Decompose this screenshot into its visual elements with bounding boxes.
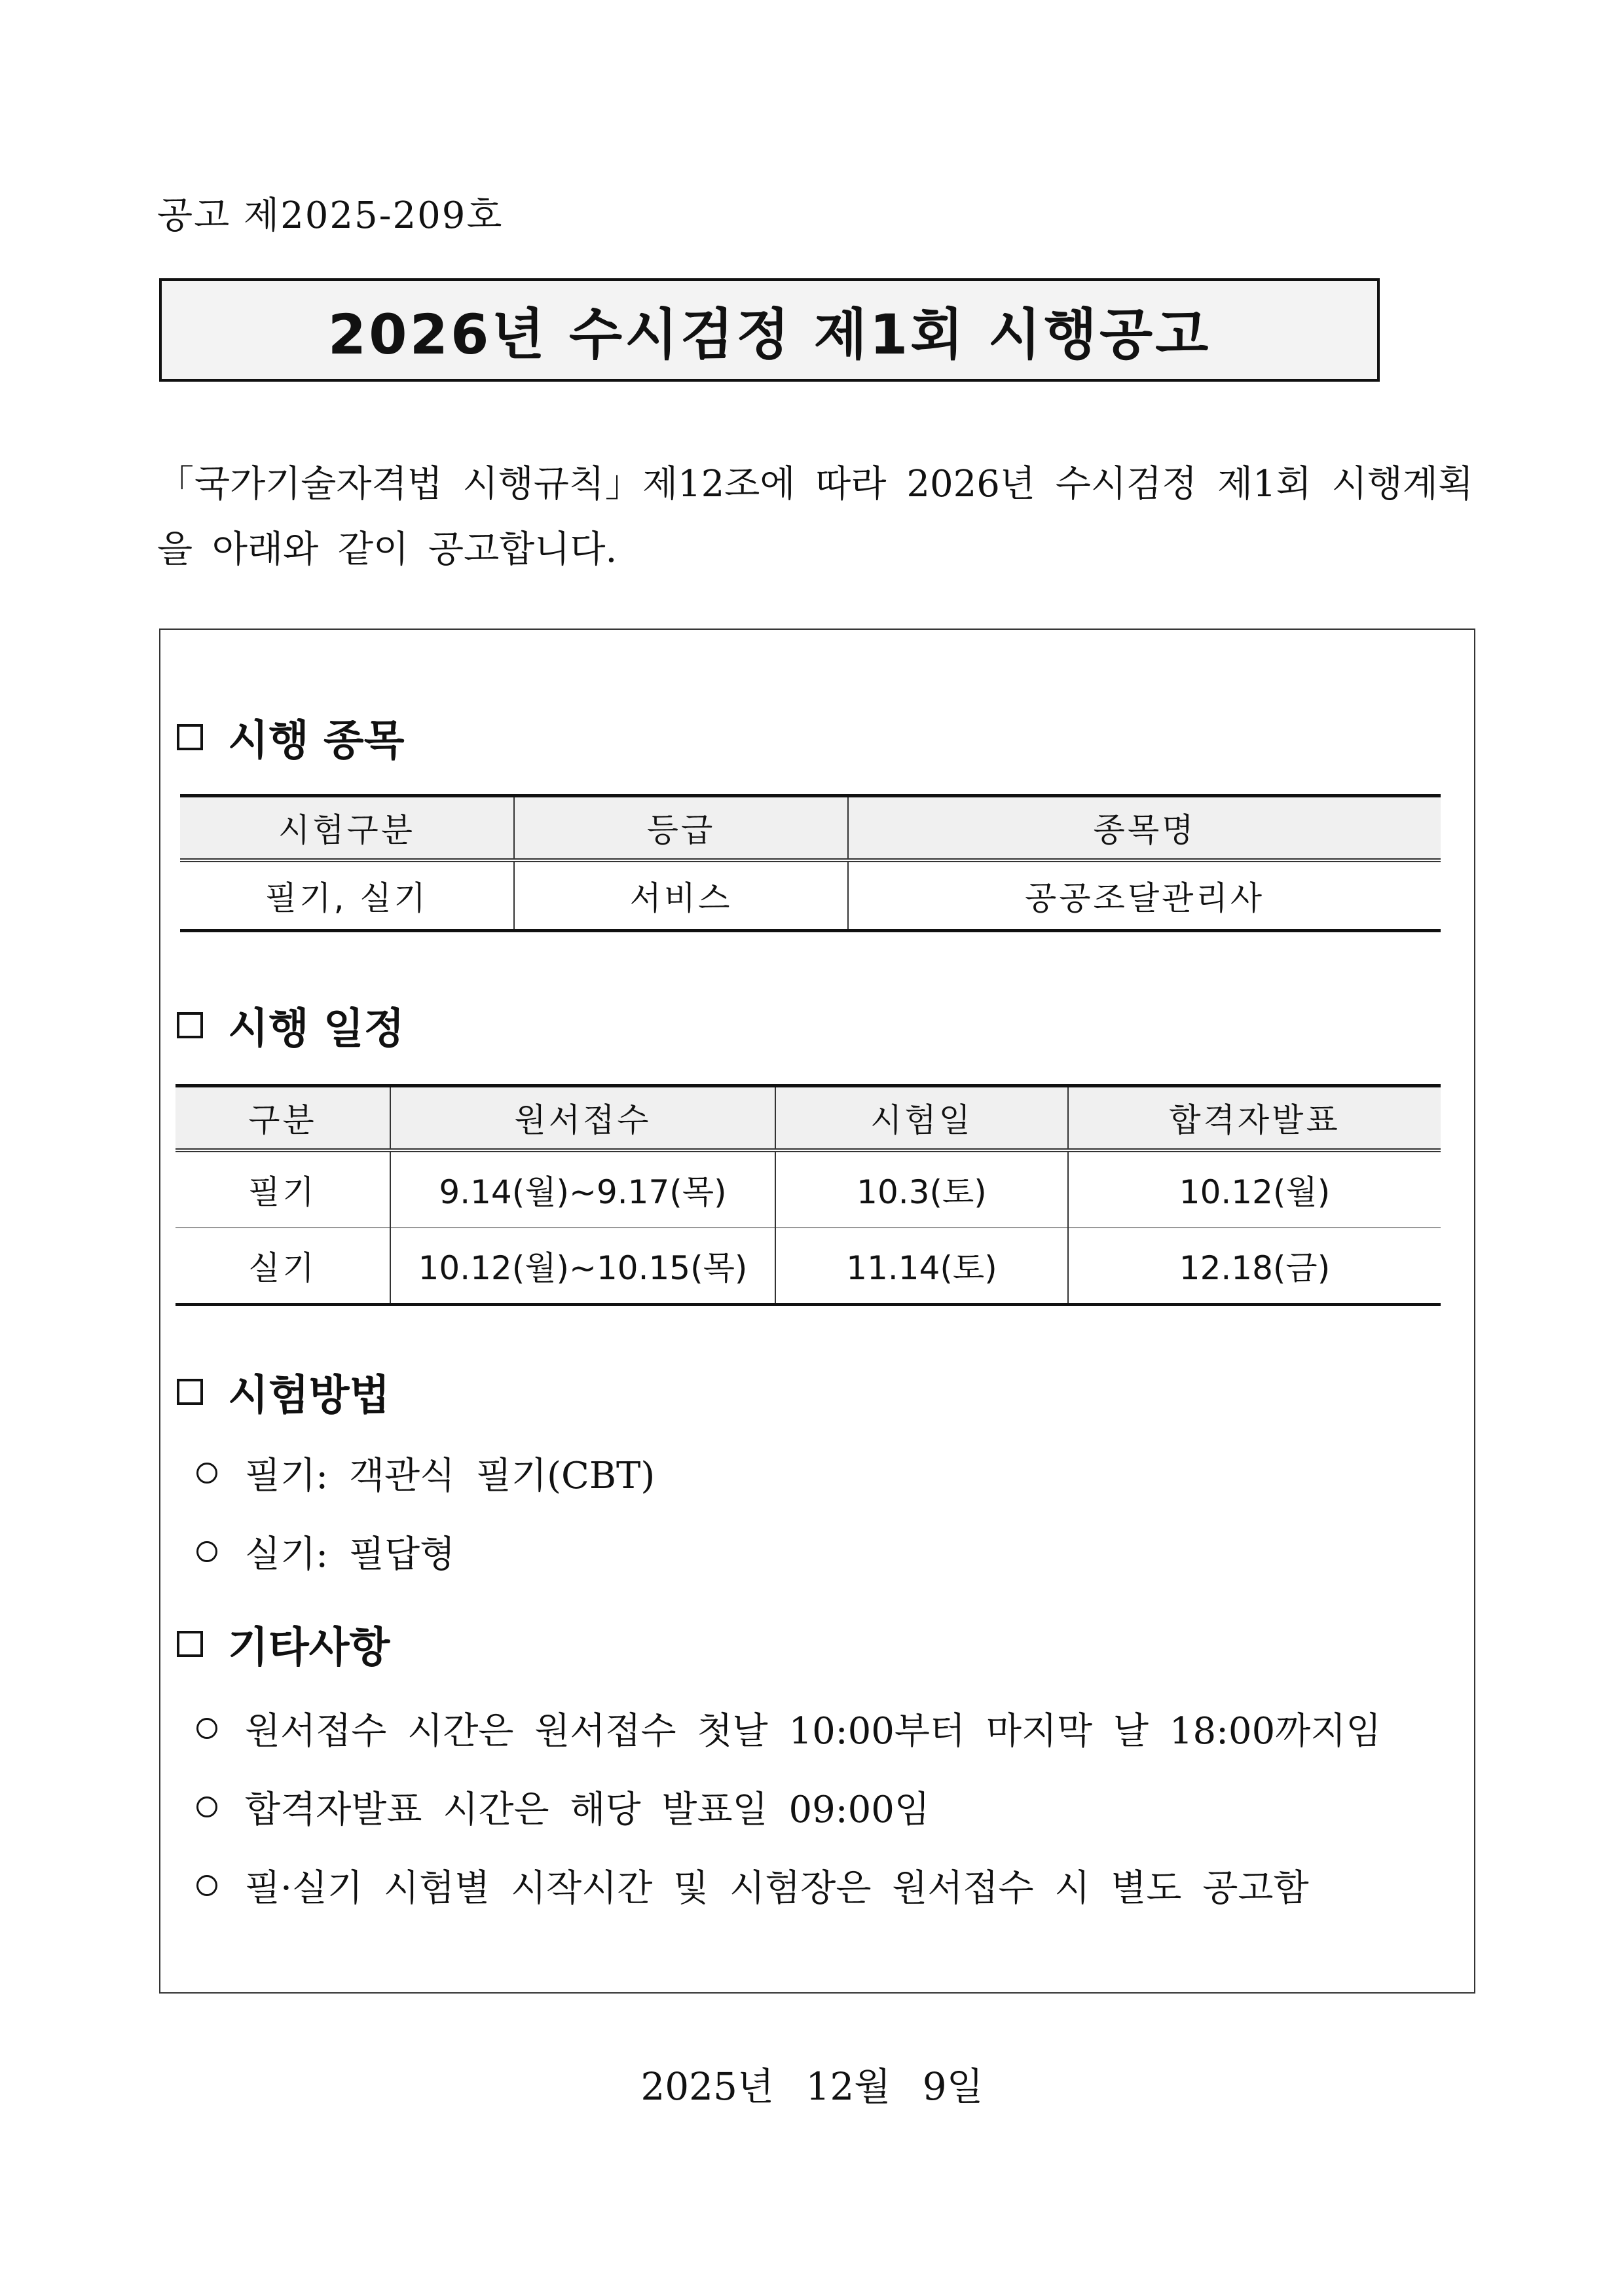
table-header: 시험구분 — [180, 796, 514, 860]
section-heading-items — [177, 707, 405, 767]
table-cell: 실기 — [175, 1228, 390, 1305]
section-heading-schedule — [177, 995, 405, 1055]
list-item-text: 필·실기 시험별 시작시간 및 시험장은 원서접수 시 별도 공고함 — [245, 1867, 1309, 1910]
list-item-text: 원서접수 시간은 원서접수 첫날 10:00부터 마지막 날 18:00까지임 — [245, 1710, 1382, 1753]
etc-list — [196, 1689, 1441, 1925]
square-bullet-icon — [177, 1012, 203, 1038]
table-cell: 필기 — [248, 1173, 317, 1211]
circle-bullet-icon — [196, 1718, 217, 1739]
table-header: 구분 — [175, 1086, 390, 1150]
intro-paragraph: 「국가기술자격법 시행규칙」제12조에 따라 2026년 수시검정 제1회 시행계획을 아래와 같이 공고합니다. — [157, 463, 1473, 571]
circle-bullet-icon — [196, 1463, 217, 1484]
table-cell: 공공조달관리사 — [848, 860, 1441, 931]
table-cell: 10.12(월)~10.15(목) — [390, 1228, 775, 1305]
circle-bullet-icon — [196, 1541, 217, 1562]
table-row — [175, 1150, 1441, 1228]
circle-bullet-icon — [196, 1796, 217, 1817]
title-box — [159, 278, 1380, 382]
table-row — [180, 860, 1441, 931]
list-item-text: 실기: 필답형 — [245, 1533, 456, 1576]
section-heading-label: 시행 종목 — [228, 717, 405, 765]
announcement-date: 2025년 12월 9일 — [640, 2064, 984, 2109]
section-heading-method — [177, 1362, 390, 1422]
list-item-text: 합격자발표 시간은 해당 발표일 09:00임 — [245, 1789, 930, 1831]
table-header: 종목명 — [848, 796, 1441, 860]
table-header: 원서접수 — [390, 1086, 775, 1150]
square-bullet-icon — [177, 1631, 203, 1657]
circle-bullet-icon — [196, 1875, 217, 1896]
table-row — [175, 1228, 1441, 1305]
table-cell: 서비스 — [514, 860, 848, 931]
table-cell: 12.18(금) — [1068, 1228, 1441, 1305]
table-header-row — [175, 1086, 1441, 1150]
table-cell: 10.12(월) — [1068, 1150, 1441, 1228]
list-item — [196, 1512, 1441, 1591]
section-heading-label: 시험방법 — [228, 1372, 390, 1420]
schedule-table — [175, 1084, 1441, 1306]
method-list — [196, 1434, 1441, 1591]
section-heading-etc — [177, 1614, 390, 1674]
table-header: 등급 — [514, 796, 848, 860]
table-cell: 9.14(월)~9.17(목) — [390, 1150, 775, 1228]
square-bullet-icon — [177, 1379, 203, 1405]
square-bullet-icon — [177, 724, 203, 750]
table-header: 시험일 — [775, 1086, 1068, 1150]
table-cell: 10.3(토) — [775, 1150, 1068, 1228]
section-heading-label: 시행 일정 — [228, 1005, 405, 1053]
section-heading-label: 기타사항 — [228, 1624, 390, 1672]
page-title: 2026년 수시검정 제1회 시행공고 — [327, 302, 1211, 367]
table-cell: 필기, 실기 — [265, 879, 428, 917]
items-table — [180, 794, 1441, 932]
notice-number: 공고 제2025-209호 — [157, 194, 504, 237]
table-header-row — [180, 796, 1441, 860]
table-cell: 11.14(토) — [775, 1228, 1068, 1305]
list-item — [196, 1689, 1441, 1768]
list-item — [196, 1434, 1441, 1512]
list-item — [196, 1846, 1441, 1925]
list-item — [196, 1768, 1441, 1846]
table-header: 합격자발표 — [1068, 1086, 1441, 1150]
list-item-text: 필기: 객관식 필기(CBT) — [245, 1455, 655, 1497]
